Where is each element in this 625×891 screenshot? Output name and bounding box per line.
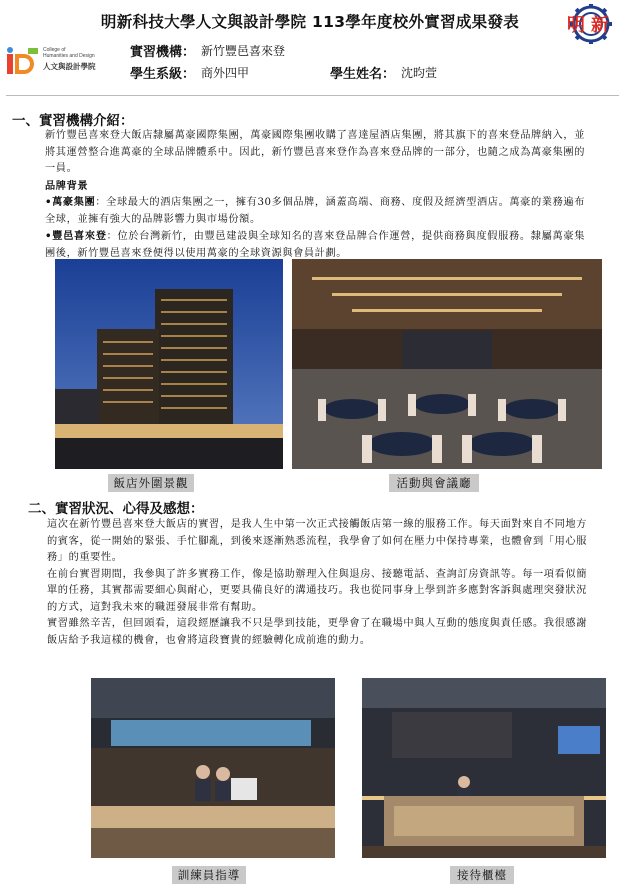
reflection-paragraph-1: 這次在新竹豐邑喜來登大飯店的實習，是我人生中第一次正式接觸飯店第一線的服務工作。每天面對來自不同地方的賓客，從一開始的緊張、手忙腳亂，到後來逐漸熟悉流程，我學會了如何在壓力中保持專業，也體會到「用心服務」的重要性。 <box>47 519 587 563</box>
section1-body <box>45 128 585 262</box>
header-divider <box>6 95 619 96</box>
section2-body <box>47 517 587 649</box>
section2-heading: 二、實習狀況、心得及感想： <box>28 501 204 517</box>
exterior-caption: 飯店外圍景觀 <box>108 474 194 492</box>
org-label: 實習機構： <box>130 45 196 60</box>
org-value: 新竹豐邑喜來登 <box>201 44 286 58</box>
reception-caption: 接待櫃檯 <box>450 866 514 884</box>
college-logo <box>6 44 116 78</box>
dept-label: 學生系級： <box>130 67 196 82</box>
college-logo-zh: 人文與設計學院 <box>43 62 96 71</box>
name-label: 學生姓名： <box>330 67 396 82</box>
reflection-paragraph-3: 實習雖然辛苦，但回頭看，這段經歷讓我不只是學到技能，更學會了在職場中與人互動的態度與責任感。我很感謝飯店給予我這樣的機會，也會將這段寶貴的經驗轉化成前進的動力。 <box>47 618 587 646</box>
section1-heading: 一、實習機構介紹： <box>12 113 134 129</box>
reflection-paragraph-2: 在前台實習期間，我參與了許多實務工作，像是協助辦理入住與退房、接聽電話、查詢訂房資訊等。每一項看似簡單的任務，其實都需要細心與耐心，更要具備良好的溝通技巧。我也從同事身上學到許多應對客訴與處理突發狀況的方式，這對我未來的職涯發展非常有幫助。 <box>47 568 587 613</box>
bullet-sheraton: •豐邑喜來登：位於台灣新竹，由豐邑建設與全球知名的喜來登品牌合作運營，提供商務與度假服務。隸屬萬豪集團後，新竹豐邑喜來登便得以使用萬豪的全球資源與會員計劃。 <box>45 230 585 259</box>
college-logo-en: College of Humanities and Design <box>43 47 95 59</box>
college-logo-icon <box>6 46 40 76</box>
trainer-caption: 訓練員指導 <box>172 866 246 884</box>
hotel-exterior-photo <box>55 259 283 469</box>
bullet-marriott: •萬豪集團：全球最大的酒店集團之一，擁有30多個品牌，涵蓋高端、商務、度假及經濟型酒店。萬豪的業務遍布全球，並擁有強大的品牌影響力與市場份額。 <box>45 196 585 225</box>
reception-counter-photo <box>362 678 606 858</box>
dept-value: 商外四甲 <box>201 66 250 80</box>
brand-heading: 品牌背景 <box>45 179 89 192</box>
page-title: 明新科技大學人文與設計學院 113學年度校外實習成果發表 <box>100 13 520 31</box>
trainer-guidance-photo <box>91 678 335 858</box>
name-value: 沈昀萱 <box>401 66 438 80</box>
ballroom-caption: 活動與會議廳 <box>389 474 479 492</box>
section1-intro: 新竹豐邑喜來登大飯店隸屬萬豪國際集團，萬豪國際集團收購了喜達屋酒店集團，將其旗下的喜來登品牌納入，並將其運營整合進萬豪的全球品牌體系中。因此，新竹豐邑喜來登作為喜來登品牌的一部分，也隨之成為萬豪集團的一員。 <box>45 130 585 174</box>
ballroom-photo <box>292 259 602 469</box>
university-seal-icon <box>560 4 622 44</box>
svg-text:明新: 明新 <box>567 15 615 36</box>
